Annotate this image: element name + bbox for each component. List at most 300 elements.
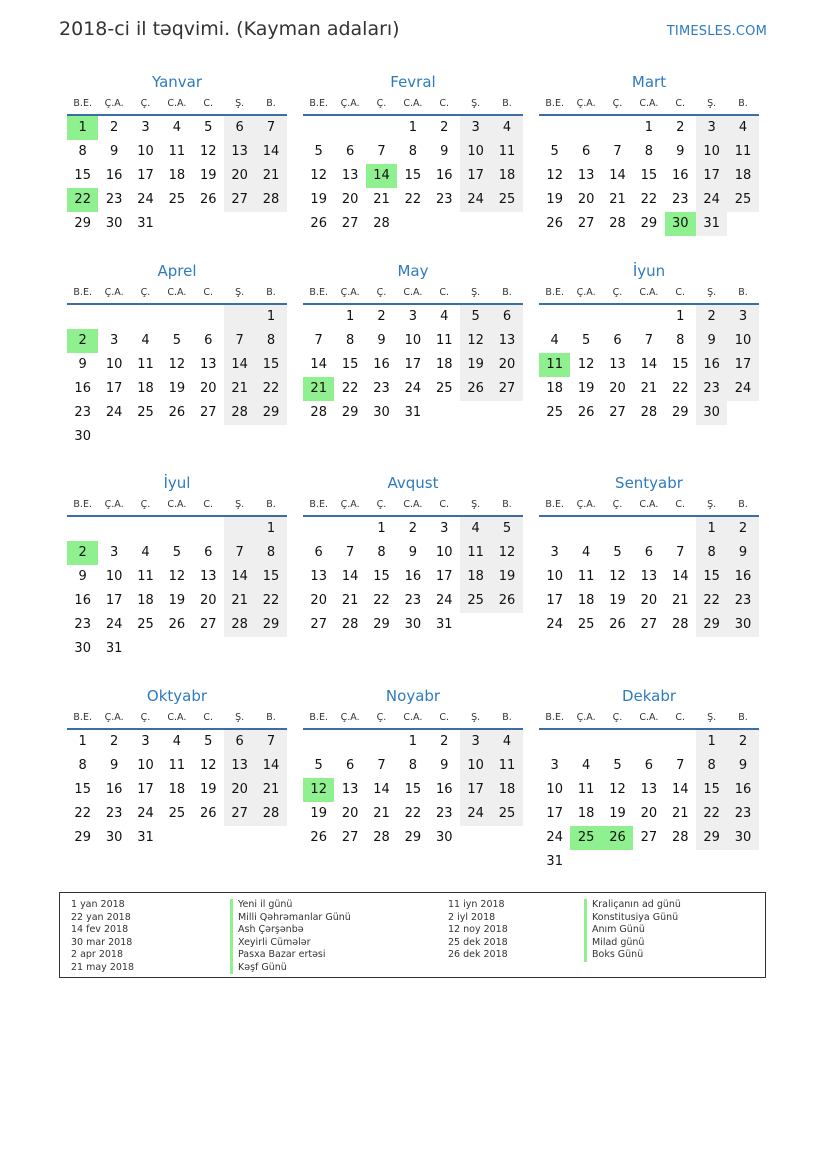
day-cell[interactable]: 24 bbox=[546, 830, 563, 845]
day-cell[interactable]: 6 bbox=[613, 333, 622, 348]
day-cell[interactable]: 17 bbox=[105, 381, 123, 396]
day-cell[interactable]: 14 bbox=[671, 782, 689, 797]
day-cell[interactable]: 7 bbox=[224, 329, 255, 353]
day-cell[interactable]: 30 bbox=[696, 401, 727, 425]
day-cell[interactable]: 17 bbox=[546, 593, 563, 608]
day-cell[interactable]: 21 bbox=[373, 806, 390, 821]
day-cell[interactable]: 4 bbox=[727, 116, 758, 140]
day-cell[interactable]: 25 bbox=[137, 617, 154, 632]
day-cell[interactable]: 23 bbox=[696, 377, 727, 401]
day-cell[interactable]: 8 bbox=[408, 144, 417, 159]
day-cell[interactable]: 1 bbox=[255, 517, 286, 541]
day-cell[interactable]: 18 bbox=[577, 806, 595, 821]
day-cell[interactable]: 16 bbox=[435, 782, 453, 797]
day-cell[interactable]: 16 bbox=[727, 565, 758, 589]
day-cell[interactable]: 31 bbox=[546, 854, 563, 869]
day-cell[interactable]: 31 bbox=[696, 212, 727, 236]
day-cell[interactable]: 8 bbox=[255, 329, 286, 353]
day-cell[interactable]: 2 bbox=[377, 309, 386, 324]
day-cell[interactable]: 2 bbox=[727, 730, 758, 754]
day-cell[interactable]: 24 bbox=[105, 405, 123, 420]
day-cell[interactable]: 5 bbox=[613, 758, 622, 773]
day-cell[interactable]: 11 bbox=[727, 140, 758, 164]
day-cell[interactable]: 31 bbox=[404, 405, 422, 420]
day-cell[interactable]: 27 bbox=[199, 617, 217, 632]
day-cell[interactable]: 30 bbox=[435, 830, 453, 845]
day-cell[interactable]: 2 bbox=[67, 329, 98, 353]
day-cell[interactable]: 12 bbox=[310, 168, 327, 183]
day-cell[interactable]: 14 bbox=[224, 565, 255, 589]
day-cell[interactable]: 21 bbox=[341, 593, 359, 608]
day-cell[interactable]: 27 bbox=[640, 830, 658, 845]
day-cell[interactable]: 7 bbox=[676, 758, 685, 773]
day-cell[interactable]: 10 bbox=[404, 333, 422, 348]
day-cell[interactable]: 24 bbox=[435, 593, 453, 608]
day-cell[interactable]: 22 bbox=[341, 381, 359, 396]
day-cell[interactable]: 25 bbox=[577, 617, 595, 632]
day-cell[interactable]: 28 bbox=[373, 216, 390, 231]
day-cell[interactable]: 3 bbox=[460, 116, 491, 140]
day-cell[interactable]: 30 bbox=[74, 641, 91, 656]
day-cell[interactable]: 22 bbox=[696, 802, 727, 826]
day-cell[interactable]: 2 bbox=[727, 517, 758, 541]
day-cell[interactable]: 9 bbox=[78, 357, 87, 372]
day-cell[interactable]: 14 bbox=[366, 164, 397, 188]
day-cell[interactable]: 29 bbox=[255, 401, 286, 425]
day-cell[interactable]: 4 bbox=[491, 116, 522, 140]
day-cell[interactable]: 12 bbox=[491, 541, 522, 565]
day-cell[interactable]: 11 bbox=[577, 782, 595, 797]
day-cell[interactable]: 11 bbox=[577, 569, 595, 584]
day-cell[interactable]: 8 bbox=[78, 144, 87, 159]
day-cell[interactable]: 26 bbox=[310, 216, 327, 231]
day-cell[interactable]: 28 bbox=[255, 188, 286, 212]
day-cell[interactable]: 17 bbox=[727, 353, 758, 377]
day-cell[interactable]: 22 bbox=[696, 589, 727, 613]
day-cell[interactable]: 13 bbox=[577, 168, 595, 183]
day-cell[interactable]: 25 bbox=[491, 188, 522, 212]
day-cell[interactable]: 21 bbox=[609, 192, 626, 207]
day-cell[interactable]: 16 bbox=[696, 353, 727, 377]
day-cell[interactable]: 20 bbox=[609, 381, 626, 396]
day-cell[interactable]: 11 bbox=[137, 569, 154, 584]
day-cell[interactable]: 29 bbox=[74, 216, 91, 231]
day-cell[interactable]: 13 bbox=[341, 168, 359, 183]
day-cell[interactable]: 3 bbox=[550, 758, 559, 773]
day-cell[interactable]: 19 bbox=[577, 381, 595, 396]
day-cell[interactable]: 16 bbox=[435, 168, 453, 183]
day-cell[interactable]: 11 bbox=[491, 754, 522, 778]
day-cell[interactable]: 21 bbox=[224, 377, 255, 401]
day-cell[interactable]: 29 bbox=[341, 405, 359, 420]
day-cell[interactable]: 8 bbox=[696, 541, 727, 565]
day-cell[interactable]: 16 bbox=[74, 593, 91, 608]
day-cell[interactable]: 7 bbox=[255, 730, 286, 754]
day-cell[interactable]: 19 bbox=[199, 782, 217, 797]
day-cell[interactable]: 5 bbox=[491, 517, 522, 541]
day-cell[interactable]: 17 bbox=[460, 778, 491, 802]
day-cell[interactable]: 3 bbox=[696, 116, 727, 140]
day-cell[interactable]: 2 bbox=[109, 120, 119, 135]
day-cell[interactable]: 1 bbox=[345, 309, 355, 324]
day-cell[interactable]: 14 bbox=[224, 353, 255, 377]
day-cell[interactable]: 23 bbox=[727, 802, 758, 826]
day-cell[interactable]: 13 bbox=[224, 140, 255, 164]
day-cell[interactable]: 29 bbox=[74, 830, 91, 845]
day-cell[interactable]: 10 bbox=[546, 569, 563, 584]
day-cell[interactable]: 12 bbox=[168, 357, 186, 372]
day-cell[interactable]: 12 bbox=[168, 569, 186, 584]
day-cell[interactable]: 6 bbox=[345, 144, 355, 159]
day-cell[interactable]: 3 bbox=[141, 120, 150, 135]
day-cell[interactable]: 5 bbox=[550, 144, 559, 159]
day-cell[interactable]: 8 bbox=[696, 754, 727, 778]
day-cell[interactable]: 8 bbox=[676, 333, 685, 348]
day-cell[interactable]: 19 bbox=[310, 192, 327, 207]
day-cell[interactable]: 28 bbox=[373, 830, 390, 845]
day-cell[interactable]: 25 bbox=[491, 802, 522, 826]
day-cell[interactable]: 22 bbox=[74, 806, 91, 821]
day-cell[interactable]: 24 bbox=[696, 188, 727, 212]
day-cell[interactable]: 19 bbox=[168, 381, 186, 396]
day-cell[interactable]: 14 bbox=[373, 782, 390, 797]
day-cell[interactable]: 24 bbox=[404, 381, 422, 396]
day-cell[interactable]: 20 bbox=[199, 381, 217, 396]
day-cell[interactable]: 15 bbox=[373, 569, 390, 584]
day-cell[interactable]: 23 bbox=[74, 405, 91, 420]
day-cell[interactable]: 18 bbox=[435, 357, 453, 372]
day-cell[interactable]: 3 bbox=[550, 545, 559, 560]
day-cell[interactable]: 25 bbox=[137, 405, 154, 420]
day-cell[interactable]: 20 bbox=[310, 593, 327, 608]
day-cell[interactable]: 12 bbox=[303, 778, 334, 802]
day-cell[interactable]: 11 bbox=[460, 541, 491, 565]
day-cell[interactable]: 4 bbox=[141, 545, 150, 560]
day-cell[interactable]: 15 bbox=[74, 168, 91, 183]
day-cell[interactable]: 23 bbox=[74, 617, 91, 632]
day-cell[interactable]: 19 bbox=[609, 593, 626, 608]
day-cell[interactable]: 13 bbox=[199, 569, 217, 584]
day-cell[interactable]: 11 bbox=[137, 357, 154, 372]
day-cell[interactable]: 6 bbox=[204, 333, 213, 348]
day-cell[interactable]: 24 bbox=[105, 617, 123, 632]
day-cell[interactable]: 14 bbox=[609, 168, 626, 183]
day-cell[interactable]: 3 bbox=[109, 333, 119, 348]
day-cell[interactable]: 26 bbox=[310, 830, 327, 845]
day-cell[interactable]: 26 bbox=[460, 377, 491, 401]
day-cell[interactable]: 2 bbox=[676, 120, 685, 135]
day-cell[interactable]: 10 bbox=[137, 144, 154, 159]
day-cell[interactable]: 15 bbox=[341, 357, 359, 372]
day-cell[interactable]: 26 bbox=[602, 826, 633, 850]
day-cell[interactable]: 18 bbox=[546, 381, 563, 396]
day-cell[interactable]: 1 bbox=[676, 309, 685, 324]
day-cell[interactable]: 13 bbox=[199, 357, 217, 372]
day-cell[interactable]: 5 bbox=[204, 734, 213, 749]
day-cell[interactable]: 6 bbox=[644, 758, 653, 773]
day-cell[interactable]: 20 bbox=[199, 593, 217, 608]
day-cell[interactable]: 27 bbox=[609, 405, 626, 420]
day-cell[interactable]: 15 bbox=[696, 565, 727, 589]
day-cell[interactable]: 19 bbox=[460, 353, 491, 377]
day-cell[interactable]: 12 bbox=[577, 357, 595, 372]
day-cell[interactable]: 31 bbox=[105, 641, 123, 656]
day-cell[interactable]: 26 bbox=[199, 192, 217, 207]
day-cell[interactable]: 7 bbox=[676, 545, 685, 560]
day-cell[interactable]: 28 bbox=[255, 802, 286, 826]
day-cell[interactable]: 27 bbox=[640, 617, 658, 632]
day-cell[interactable]: 14 bbox=[310, 357, 327, 372]
day-cell[interactable]: 10 bbox=[546, 782, 563, 797]
day-cell[interactable]: 9 bbox=[676, 144, 685, 159]
day-cell[interactable]: 21 bbox=[224, 589, 255, 613]
day-cell[interactable]: 10 bbox=[105, 569, 123, 584]
day-cell[interactable]: 13 bbox=[491, 329, 522, 353]
day-cell[interactable]: 25 bbox=[168, 192, 186, 207]
day-cell[interactable]: 2 bbox=[696, 305, 727, 329]
day-cell[interactable]: 26 bbox=[199, 806, 217, 821]
day-cell[interactable]: 31 bbox=[137, 216, 154, 231]
day-cell[interactable]: 7 bbox=[224, 541, 255, 565]
day-cell[interactable]: 16 bbox=[373, 357, 390, 372]
day-cell[interactable]: 28 bbox=[224, 401, 255, 425]
day-cell[interactable]: 3 bbox=[727, 305, 758, 329]
day-cell[interactable]: 18 bbox=[137, 593, 154, 608]
day-cell[interactable]: 27 bbox=[224, 188, 255, 212]
day-cell[interactable]: 10 bbox=[727, 329, 758, 353]
day-cell[interactable]: 18 bbox=[137, 381, 154, 396]
day-cell[interactable]: 11 bbox=[168, 758, 186, 773]
day-cell[interactable]: 29 bbox=[640, 216, 658, 231]
day-cell[interactable]: 15 bbox=[671, 357, 689, 372]
day-cell[interactable]: 21 bbox=[671, 806, 689, 821]
day-cell[interactable]: 4 bbox=[172, 734, 181, 749]
day-cell[interactable]: 17 bbox=[435, 569, 453, 584]
day-cell[interactable]: 9 bbox=[440, 144, 449, 159]
day-cell[interactable]: 17 bbox=[546, 806, 563, 821]
day-cell[interactable]: 16 bbox=[105, 782, 123, 797]
day-cell[interactable]: 30 bbox=[105, 216, 123, 231]
day-cell[interactable]: 19 bbox=[546, 192, 563, 207]
day-cell[interactable]: 11 bbox=[435, 333, 453, 348]
day-cell[interactable]: 22 bbox=[671, 381, 689, 396]
day-cell[interactable]: 22 bbox=[640, 192, 658, 207]
day-cell[interactable]: 20 bbox=[341, 806, 359, 821]
day-cell[interactable]: 5 bbox=[172, 545, 181, 560]
day-cell[interactable]: 11 bbox=[539, 353, 570, 377]
day-cell[interactable]: 18 bbox=[727, 164, 758, 188]
day-cell[interactable]: 28 bbox=[310, 405, 327, 420]
day-cell[interactable]: 6 bbox=[224, 116, 255, 140]
day-cell[interactable]: 3 bbox=[141, 734, 150, 749]
day-cell[interactable]: 16 bbox=[404, 569, 422, 584]
day-cell[interactable]: 10 bbox=[105, 357, 123, 372]
day-cell[interactable]: 7 bbox=[377, 144, 386, 159]
day-cell[interactable]: 15 bbox=[74, 782, 91, 797]
day-cell[interactable]: 24 bbox=[460, 188, 491, 212]
day-cell[interactable]: 17 bbox=[404, 357, 422, 372]
day-cell[interactable]: 25 bbox=[727, 188, 758, 212]
day-cell[interactable]: 19 bbox=[168, 593, 186, 608]
day-cell[interactable]: 25 bbox=[460, 589, 491, 613]
day-cell[interactable]: 21 bbox=[640, 381, 658, 396]
day-cell[interactable]: 19 bbox=[310, 806, 327, 821]
day-cell[interactable]: 18 bbox=[491, 164, 522, 188]
day-cell[interactable]: 20 bbox=[341, 192, 359, 207]
day-cell[interactable]: 6 bbox=[581, 144, 591, 159]
day-cell[interactable]: 28 bbox=[671, 830, 689, 845]
day-cell[interactable]: 17 bbox=[105, 593, 123, 608]
day-cell[interactable]: 5 bbox=[314, 144, 323, 159]
day-cell[interactable]: 19 bbox=[491, 565, 522, 589]
day-cell[interactable]: 31 bbox=[435, 617, 453, 632]
day-cell[interactable]: 20 bbox=[640, 806, 658, 821]
day-cell[interactable]: 7 bbox=[613, 144, 622, 159]
day-cell[interactable]: 24 bbox=[727, 377, 758, 401]
day-cell[interactable]: 28 bbox=[640, 405, 658, 420]
day-cell[interactable]: 25 bbox=[168, 806, 186, 821]
day-cell[interactable]: 14 bbox=[671, 569, 689, 584]
day-cell[interactable]: 29 bbox=[696, 613, 727, 637]
day-cell[interactable]: 5 bbox=[460, 305, 491, 329]
day-cell[interactable]: 8 bbox=[78, 758, 87, 773]
day-cell[interactable]: 13 bbox=[224, 754, 255, 778]
day-cell[interactable]: 14 bbox=[255, 754, 286, 778]
day-cell[interactable]: 20 bbox=[224, 164, 255, 188]
day-cell[interactable]: 9 bbox=[408, 545, 417, 560]
day-cell[interactable]: 11 bbox=[168, 144, 186, 159]
day-cell[interactable]: 12 bbox=[609, 782, 626, 797]
day-cell[interactable]: 8 bbox=[377, 545, 386, 560]
day-cell[interactable]: 14 bbox=[255, 140, 286, 164]
day-cell[interactable]: 27 bbox=[224, 802, 255, 826]
day-cell[interactable]: 6 bbox=[204, 545, 213, 560]
day-cell[interactable]: 12 bbox=[460, 329, 491, 353]
day-cell[interactable]: 4 bbox=[581, 758, 591, 773]
day-cell[interactable]: 27 bbox=[341, 830, 359, 845]
day-cell[interactable]: 29 bbox=[373, 617, 390, 632]
day-cell[interactable]: 15 bbox=[640, 168, 658, 183]
day-cell[interactable]: 4 bbox=[440, 309, 449, 324]
day-cell[interactable]: 19 bbox=[199, 168, 217, 183]
day-cell[interactable]: 8 bbox=[644, 144, 653, 159]
day-cell[interactable]: 5 bbox=[613, 545, 622, 560]
day-cell[interactable]: 27 bbox=[341, 216, 359, 231]
day-cell[interactable]: 24 bbox=[546, 617, 563, 632]
day-cell[interactable]: 15 bbox=[255, 565, 286, 589]
day-cell[interactable]: 1 bbox=[644, 120, 653, 135]
day-cell[interactable]: 22 bbox=[404, 806, 422, 821]
day-cell[interactable]: 17 bbox=[137, 782, 154, 797]
day-cell[interactable]: 1 bbox=[78, 734, 87, 749]
day-cell[interactable]: 24 bbox=[137, 192, 154, 207]
day-cell[interactable]: 12 bbox=[609, 569, 626, 584]
day-cell[interactable]: 7 bbox=[377, 758, 386, 773]
day-cell[interactable]: 9 bbox=[727, 754, 758, 778]
day-cell[interactable]: 1 bbox=[377, 521, 386, 536]
day-cell[interactable]: 3 bbox=[460, 730, 491, 754]
day-cell[interactable]: 2 bbox=[67, 541, 98, 565]
day-cell[interactable]: 31 bbox=[137, 830, 154, 845]
day-cell[interactable]: 29 bbox=[696, 826, 727, 850]
day-cell[interactable]: 9 bbox=[78, 569, 87, 584]
day-cell[interactable]: 1 bbox=[696, 517, 727, 541]
day-cell[interactable]: 23 bbox=[435, 806, 453, 821]
day-cell[interactable]: 20 bbox=[577, 192, 595, 207]
day-cell[interactable]: 9 bbox=[440, 758, 449, 773]
day-cell[interactable]: 6 bbox=[644, 545, 653, 560]
day-cell[interactable]: 3 bbox=[109, 545, 119, 560]
day-cell[interactable]: 10 bbox=[696, 140, 727, 164]
day-cell[interactable]: 27 bbox=[310, 617, 327, 632]
day-cell[interactable]: 25 bbox=[546, 405, 563, 420]
day-cell[interactable]: 14 bbox=[640, 357, 658, 372]
day-cell[interactable]: 15 bbox=[696, 778, 727, 802]
day-cell[interactable]: 12 bbox=[199, 758, 217, 773]
day-cell[interactable]: 23 bbox=[105, 806, 123, 821]
day-cell[interactable]: 16 bbox=[105, 168, 123, 183]
day-cell[interactable]: 21 bbox=[255, 164, 286, 188]
day-cell[interactable]: 16 bbox=[727, 778, 758, 802]
day-cell[interactable]: 7 bbox=[255, 116, 286, 140]
day-cell[interactable]: 13 bbox=[609, 357, 626, 372]
day-cell[interactable]: 5 bbox=[314, 758, 323, 773]
day-cell[interactable]: 21 bbox=[303, 377, 334, 401]
day-cell[interactable]: 16 bbox=[74, 381, 91, 396]
day-cell[interactable]: 6 bbox=[314, 545, 323, 560]
day-cell[interactable]: 14 bbox=[341, 569, 359, 584]
day-cell[interactable]: 18 bbox=[168, 168, 186, 183]
day-cell[interactable]: 5 bbox=[581, 333, 591, 348]
day-cell[interactable]: 9 bbox=[109, 758, 119, 773]
day-cell[interactable]: 2 bbox=[440, 734, 449, 749]
day-cell[interactable]: 10 bbox=[460, 140, 491, 164]
day-cell[interactable]: 9 bbox=[696, 329, 727, 353]
day-cell[interactable]: 20 bbox=[224, 778, 255, 802]
day-cell[interactable]: 30 bbox=[105, 830, 123, 845]
day-cell[interactable]: 9 bbox=[377, 333, 386, 348]
day-cell[interactable]: 9 bbox=[727, 541, 758, 565]
site-link[interactable]: TIMESLES.COM bbox=[666, 24, 767, 39]
day-cell[interactable]: 20 bbox=[491, 353, 522, 377]
day-cell[interactable]: 22 bbox=[67, 188, 98, 212]
day-cell[interactable]: 20 bbox=[640, 593, 658, 608]
day-cell[interactable]: 22 bbox=[255, 377, 286, 401]
day-cell[interactable]: 8 bbox=[345, 333, 355, 348]
day-cell[interactable]: 1 bbox=[408, 734, 417, 749]
day-cell[interactable]: 26 bbox=[577, 405, 595, 420]
day-cell[interactable]: 6 bbox=[224, 730, 255, 754]
day-cell[interactable]: 4 bbox=[141, 333, 150, 348]
day-cell[interactable]: 18 bbox=[491, 778, 522, 802]
day-cell[interactable]: 10 bbox=[435, 545, 453, 560]
day-cell[interactable]: 6 bbox=[491, 305, 522, 329]
day-cell[interactable]: 6 bbox=[345, 758, 355, 773]
day-cell[interactable]: 22 bbox=[373, 593, 390, 608]
day-cell[interactable]: 2 bbox=[408, 521, 417, 536]
day-cell[interactable]: 4 bbox=[581, 545, 591, 560]
day-cell[interactable]: 23 bbox=[105, 192, 123, 207]
day-cell[interactable]: 16 bbox=[671, 168, 689, 183]
day-cell[interactable]: 23 bbox=[671, 192, 689, 207]
day-cell[interactable]: 10 bbox=[460, 754, 491, 778]
day-cell[interactable]: 5 bbox=[172, 333, 181, 348]
day-cell[interactable]: 15 bbox=[255, 353, 286, 377]
day-cell[interactable]: 13 bbox=[341, 782, 359, 797]
day-cell[interactable]: 21 bbox=[255, 778, 286, 802]
day-cell[interactable]: 13 bbox=[640, 569, 658, 584]
day-cell[interactable]: 1 bbox=[696, 730, 727, 754]
